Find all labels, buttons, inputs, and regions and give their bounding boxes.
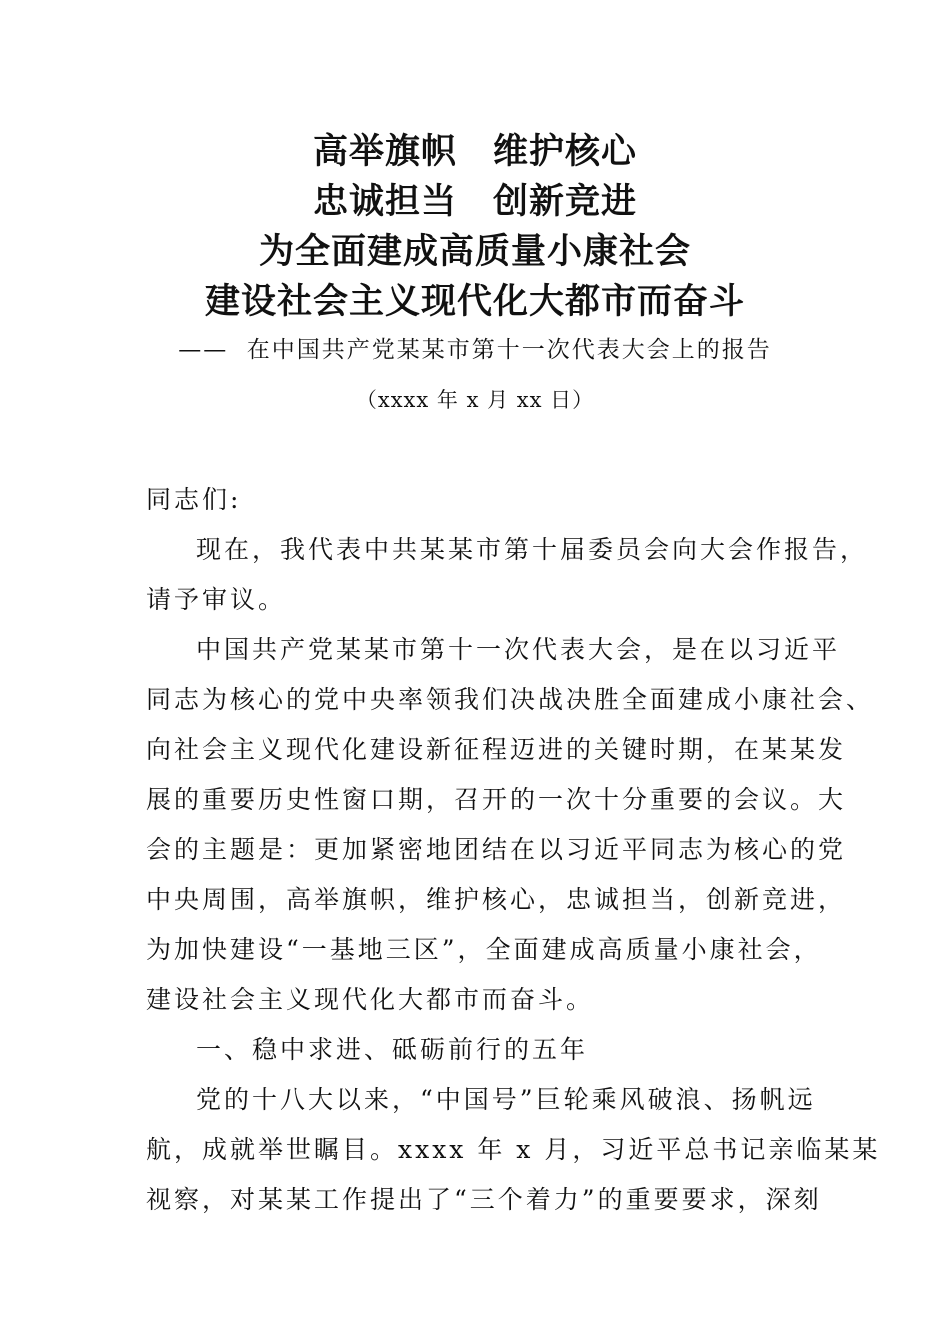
report-subtitle: —— 在中国共产党某某市第十一次代表大会上的报告 [178, 337, 772, 363]
body-line: 党的十八大以来，“中国号”巨轮乘风破浪、扬帆远 [196, 1085, 816, 1114]
body-line: 现在，我代表中共某某市第十届委员会向大会作报告， [196, 535, 869, 564]
title-line-4: 建设社会主义现代化大都市而奋斗 [204, 282, 745, 322]
title-line-3: 为全面建成高质量小康社会 [258, 232, 691, 272]
body-line: 中央周围，高举旗帜，维护核心，忠诚担当，创新竞进， [146, 885, 847, 914]
body-line: 视察，对某某工作提出了“三个着力”的重要要求，深刻 [146, 1185, 822, 1214]
report-date: （xxxx 年 x 月 xx 日） [355, 388, 595, 412]
title-line-1: 高举旗帜 维护核心 [312, 132, 637, 172]
body-line: 会的主题是：更加紧密地团结在以习近平同志为核心的党 [146, 835, 847, 864]
section-heading: 一、稳中求进、砥砺前行的五年 [196, 1035, 589, 1064]
body-line: 请予审议。 [146, 585, 287, 614]
salutation: 同志们: [146, 485, 242, 514]
body-line: 中国共产党某某市第十一次代表大会，是在以习近平 [196, 635, 841, 664]
body-line: 为加快建设“一基地三区”，全面建成高质量小康社会， [146, 935, 822, 964]
title-line-2: 忠诚担当 创新竞进 [312, 182, 637, 222]
body-line: 向社会主义现代化建设新征程迈进的关键时期，在某某发 [146, 735, 847, 764]
body-line: 同志为核心的党中央率领我们决战决胜全面建成小康社会、 [146, 685, 875, 714]
body-line: 展的重要历史性窗口期，召开的一次十分重要的会议。大 [146, 785, 847, 814]
body-line: 航，成就举世瞩目。xxxx 年 x 月，习近平总书记亲临某某 [146, 1135, 881, 1164]
body-line: 建设社会主义现代化大都市而奋斗。 [146, 985, 595, 1014]
